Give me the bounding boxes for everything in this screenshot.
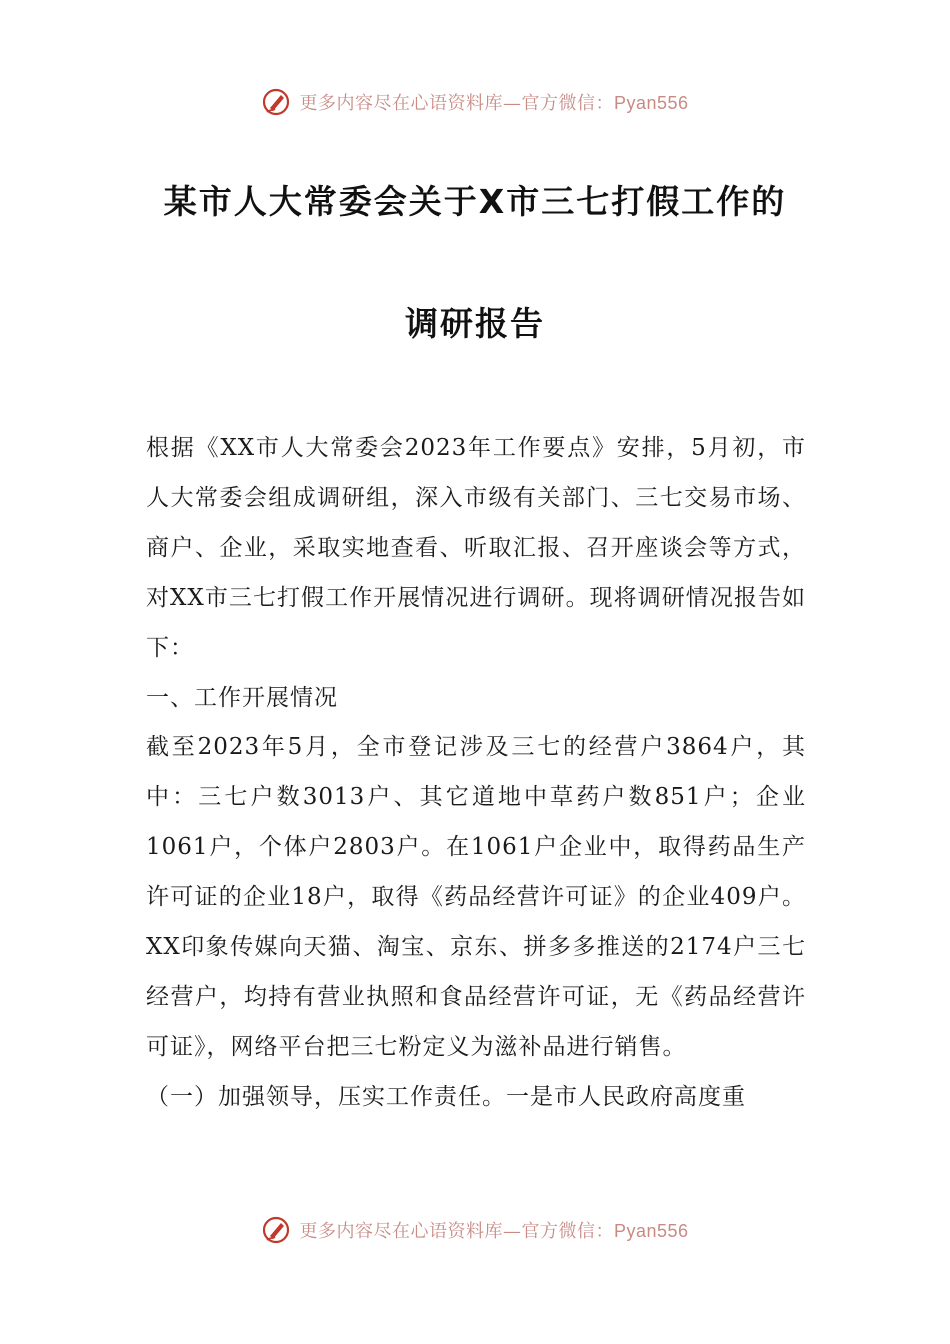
banner-wechat-id: Pyan556 <box>613 93 689 113</box>
header-banner <box>0 82 950 122</box>
subsection-heading-1: （一）加强领导，压实工作责任。一是市人民政府高度重 <box>146 1083 746 1110</box>
body-paragraph-stats: 截至2023年5月，全市登记涉及三七的经营户3864户，其中：三七户数3013户、其它道地中草药户数851户；企业1061户，个体户2803户。在1061户企业中，取得药品生产许可证的企业18户，取得《药品经营许可证》的企业409户。XX印象传媒向天猫、淘宝、京东、拼多多推送的2174户三七经营户，均持有营业执照和食品经营许可证，无《药品经营许可证》，网络平台把三七粉定义为滋补品进行销售。 <box>146 734 806 1060</box>
document-body <box>146 424 806 1123</box>
banner-text <box>299 89 688 115</box>
banner-label: 更多内容尽在心语资料库—官方微信： <box>299 1221 614 1242</box>
document-title-line2: 调研报告 <box>405 304 545 343</box>
pen-logo-icon <box>261 1215 291 1245</box>
banner-label: 更多内容尽在心语资料库—官方微信： <box>299 93 614 114</box>
pen-logo-icon <box>261 87 291 117</box>
body-paragraph-intro: 根据《XX市人大常委会2023年工作要点》安排，5月初，市人大常委会组成调研组，深入市级有关部门、三七交易市场、商户、企业，采取实地查看、听取汇报、召开座谈会等方式，对XX市三七打假工作开展情况进行调研。现将调研情况报告如下： <box>146 435 806 661</box>
banner-wechat-id: Pyan556 <box>613 1221 689 1241</box>
banner-text <box>299 1217 688 1243</box>
footer-banner <box>0 1210 950 1250</box>
section-heading-1: 一、工作开展情况 <box>146 684 338 711</box>
document-title-line1: 某市人大常委会关于X市三七打假工作的 <box>163 182 787 221</box>
